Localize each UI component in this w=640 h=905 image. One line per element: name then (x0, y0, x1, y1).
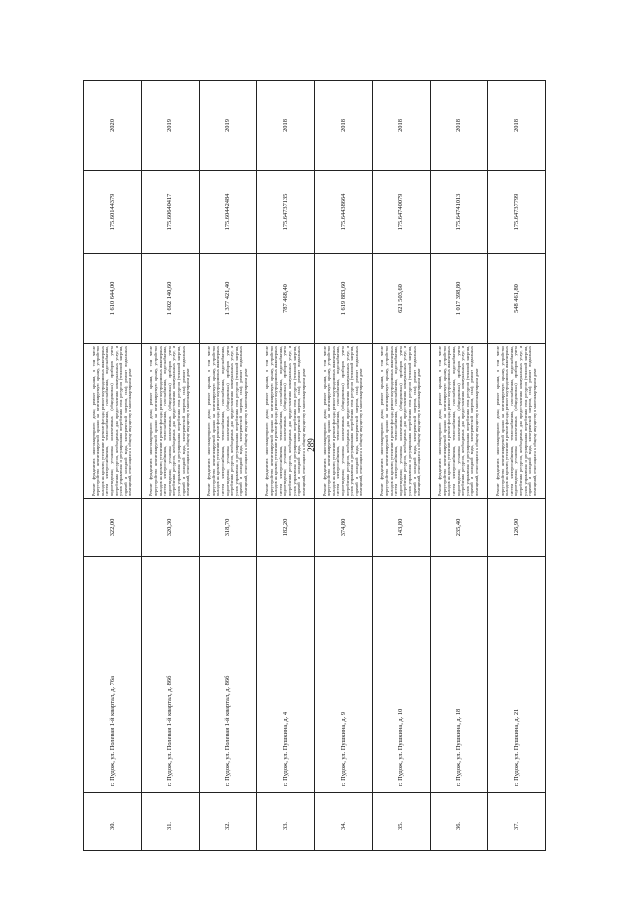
row-cost: 787 468,40 (257, 254, 315, 344)
row-cost: 1 602 140,60 (141, 254, 199, 344)
rotated-table-container (83, 81, 546, 851)
row-work-types: Ремонт фундамента многоквартирного дома; ремонт крыши, в том числе переустройство невентилируемой крыши на вентилируемую крышу, устройство выходов на кровлю; утепление и ремонт фасада; ремонт внутридомовых инженерных систем электроснабжения, теплоснабжения, газоснабжения, водоснабжения, водоотведения; установка коллективных (общедомовых) приборов учета потребления ресурсов, необходимых для предоставления коммунальных услуг, и узлов управления и регулирования потребления этих ресурсов (тепловой энергии, горячей и холодной воды, электрической энергии, газа); ремонт подвальных помещений, относящихся к общему имуществу в многоквартирном доме (372, 344, 430, 499)
row-area: 322,00 (84, 499, 142, 557)
row-number: 30. (84, 793, 142, 851)
repair-program-table (83, 80, 546, 851)
row-cost: 1 377 421,40 (199, 254, 257, 344)
row-year: 2018 (315, 81, 373, 171)
row-cost: 1 610 644,00 (84, 254, 142, 344)
table-row (372, 81, 430, 851)
row-work-types: Ремонт фундамента многоквартирного дома; ремонт крыши, в том числе переустройство невентилируемой крыши на вентилируемую крышу, устройство выходов на кровлю; утепление и ремонт фасада; ремонт внутридомовых инженерных систем электроснабжения, теплоснабжения, газоснабжения, водоснабжения, водоотведения; установка коллективных (общедомовых) приборов учета потребления ресурсов, необходимых для предоставления коммунальных услуг, и узлов управления и регулирования потребления этих ресурсов (тепловой энергии, горячей и холодной воды, электрической энергии, газа); ремонт подвальных помещений, относящихся к общему имуществу в многоквартирном доме (315, 344, 373, 499)
row-area: 320,30 (141, 499, 199, 557)
table-row (488, 81, 546, 851)
table-row (315, 81, 373, 851)
row-address: г. Пудож, ул. Пушкина, д. 18 (430, 557, 488, 793)
row-id: 175.64741013 (430, 171, 488, 254)
row-work-types: Ремонт фундамента многоквартирного дома; ремонт крыши, в том числе переустройство невентилируемой крыши на вентилируемую крышу, устройство выходов на кровлю; утепление и ремонт фасада; ремонт внутридомовых инженерных систем электроснабжения, теплоснабжения, газоснабжения, водоснабжения, водоотведения; установка коллективных (общедомовых) приборов учета потребления ресурсов, необходимых для предоставления коммунальных услуг, и узлов управления и регулирования потребления этих ресурсов (тепловой энергии, горячей и холодной воды, электрической энергии, газа); ремонт подвальных помещений, относящихся к общему имуществу в многоквартирном доме (488, 344, 546, 499)
row-address: г. Пудож, ул. Пушкина, д. 9 (315, 557, 373, 793)
row-area: 126,90 (488, 499, 546, 557)
row-work-types: Ремонт фундамента многоквартирного дома; ремонт крыши, в том числе переустройство невентилируемой крыши на вентилируемую крышу, устройство выходов на кровлю; утепление и ремонт фасада; ремонт внутридомовых инженерных систем электроснабжения, теплоснабжения, газоснабжения, водоснабжения, водоотведения; установка коллективных (общедомовых) приборов учета потребления ресурсов, необходимых для предоставления коммунальных услуг, и узлов управления и регулирования потребления этих ресурсов (тепловой энергии, горячей и холодной воды, электрической энергии, газа); ремонт подвальных помещений, относящихся к общему имуществу в многоквартирном доме (430, 344, 488, 499)
row-year: 2018 (488, 81, 546, 171)
row-address: г. Пудож, ул. Пушкина, д. 10 (372, 557, 430, 793)
row-cost: 621 503,60 (372, 254, 430, 344)
row-number: 37. (488, 793, 546, 851)
table-row (257, 81, 315, 851)
row-address: г. Пудож, ул. Полевая 1-й квартал, д. 86б (199, 557, 257, 793)
row-year: 2018 (430, 81, 488, 171)
row-number: 31. (141, 793, 199, 851)
row-cost: 1 017 398,80 (430, 254, 488, 344)
row-area: 374,80 (315, 499, 373, 557)
page-number: 289 (306, 438, 316, 452)
row-number: 36. (430, 793, 488, 851)
row-id: 175.60640417 (141, 171, 199, 254)
table-row (199, 81, 257, 851)
row-number: 33. (257, 793, 315, 851)
row-id: 175.60442484 (199, 171, 257, 254)
row-id: 175.64737135 (257, 171, 315, 254)
row-id: 175.60144379 (84, 171, 142, 254)
table-row (141, 81, 199, 851)
row-cost: 1 619 883,60 (315, 254, 373, 344)
table-row (430, 81, 488, 851)
row-address: г. Пудож, ул. Полевая 1-й квартал, д. 76а (84, 557, 142, 793)
row-area: 143,80 (372, 499, 430, 557)
row-address: г. Пудож, ул. Полевая 1-й квартал, д. 86б (141, 557, 199, 793)
row-id: 175.64438664 (315, 171, 373, 254)
row-year: 2020 (84, 81, 142, 171)
row-number: 35. (372, 793, 430, 851)
row-area: 182,20 (257, 499, 315, 557)
row-year: 2019 (141, 81, 199, 171)
row-id: 175.64740079 (372, 171, 430, 254)
row-year: 2018 (372, 81, 430, 171)
row-area: 235,40 (430, 499, 488, 557)
row-number: 32. (199, 793, 257, 851)
row-year: 2018 (257, 81, 315, 171)
table-row (84, 81, 142, 851)
row-area: 318,70 (199, 499, 257, 557)
row-address: г. Пудож, ул. Пушкина, д. 21 (488, 557, 546, 793)
row-number: 34. (315, 793, 373, 851)
row-work-types: Ремонт фундамента многоквартирного дома; ремонт крыши, в том числе переустройство невентилируемой крыши на вентилируемую крышу, устройство выходов на кровлю; утепление и ремонт фасада; ремонт внутридомовых инженерных систем электроснабжения, теплоснабжения, газоснабжения, водоснабжения, водоотведения; установка коллективных (общедомовых) приборов учета потребления ресурсов, необходимых для предоставления коммунальных услуг, и узлов управления и регулирования потребления этих ресурсов (тепловой энергии, горячей и холодной воды, электрической энергии, газа); ремонт подвальных помещений, относящихся к общему имуществу в многоквартирном доме (199, 344, 257, 499)
row-work-types: Ремонт фундамента многоквартирного дома; ремонт крыши, в том числе переустройство невентилируемой крыши на вентилируемую крышу, устройство выходов на кровлю; утепление и ремонт фасада; ремонт внутридомовых инженерных систем электроснабжения, теплоснабжения, газоснабжения, водоснабжения, водоотведения; установка коллективных (общедомовых) приборов учета потребления ресурсов, необходимых для предоставления коммунальных услуг, и узлов управления и регулирования потребления этих ресурсов (тепловой энергии, горячей и холодной воды, электрической энергии, газа); ремонт подвальных помещений, относящихся к общему имуществу в многоквартирном доме (141, 344, 199, 499)
row-id: 175.64737799 (488, 171, 546, 254)
row-work-types: Ремонт фундамента многоквартирного дома; ремонт крыши, в том числе переустройство невентилируемой крыши на вентилируемую крышу, устройство выходов на кровлю; утепление и ремонт фасада; ремонт внутридомовых инженерных систем электроснабжения, теплоснабжения, газоснабжения, водоснабжения, водоотведения; установка коллективных (общедомовых) приборов учета потребления ресурсов, необходимых для предоставления коммунальных услуг, и узлов управления и регулирования потребления этих ресурсов (тепловой энергии, горячей и холодной воды, электрической энергии, газа); ремонт подвальных помещений, относящихся к общему имуществу в многоквартирном доме (257, 344, 315, 499)
row-year: 2019 (199, 81, 257, 171)
row-work-types: Ремонт фундамента многоквартирного дома; ремонт крыши, в том числе переустройство невентилируемой крыши на вентилируемую крышу, устройство выходов на кровлю; утепление и ремонт фасада; ремонт внутридомовых инженерных систем электроснабжения, теплоснабжения, газоснабжения, водоснабжения, водоотведения; установка коллективных (общедомовых) приборов учета потребления ресурсов, необходимых для предоставления коммунальных услуг, и узлов управления и регулирования потребления этих ресурсов (тепловой энергии, горячей и холодной воды, электрической энергии, газа); ремонт подвальных помещений, относящихся к общему имуществу в многоквартирном доме (84, 344, 142, 499)
row-address: г. Пудож, ул. Пушкина, д. 4 (257, 557, 315, 793)
row-cost: 548 461,80 (488, 254, 546, 344)
